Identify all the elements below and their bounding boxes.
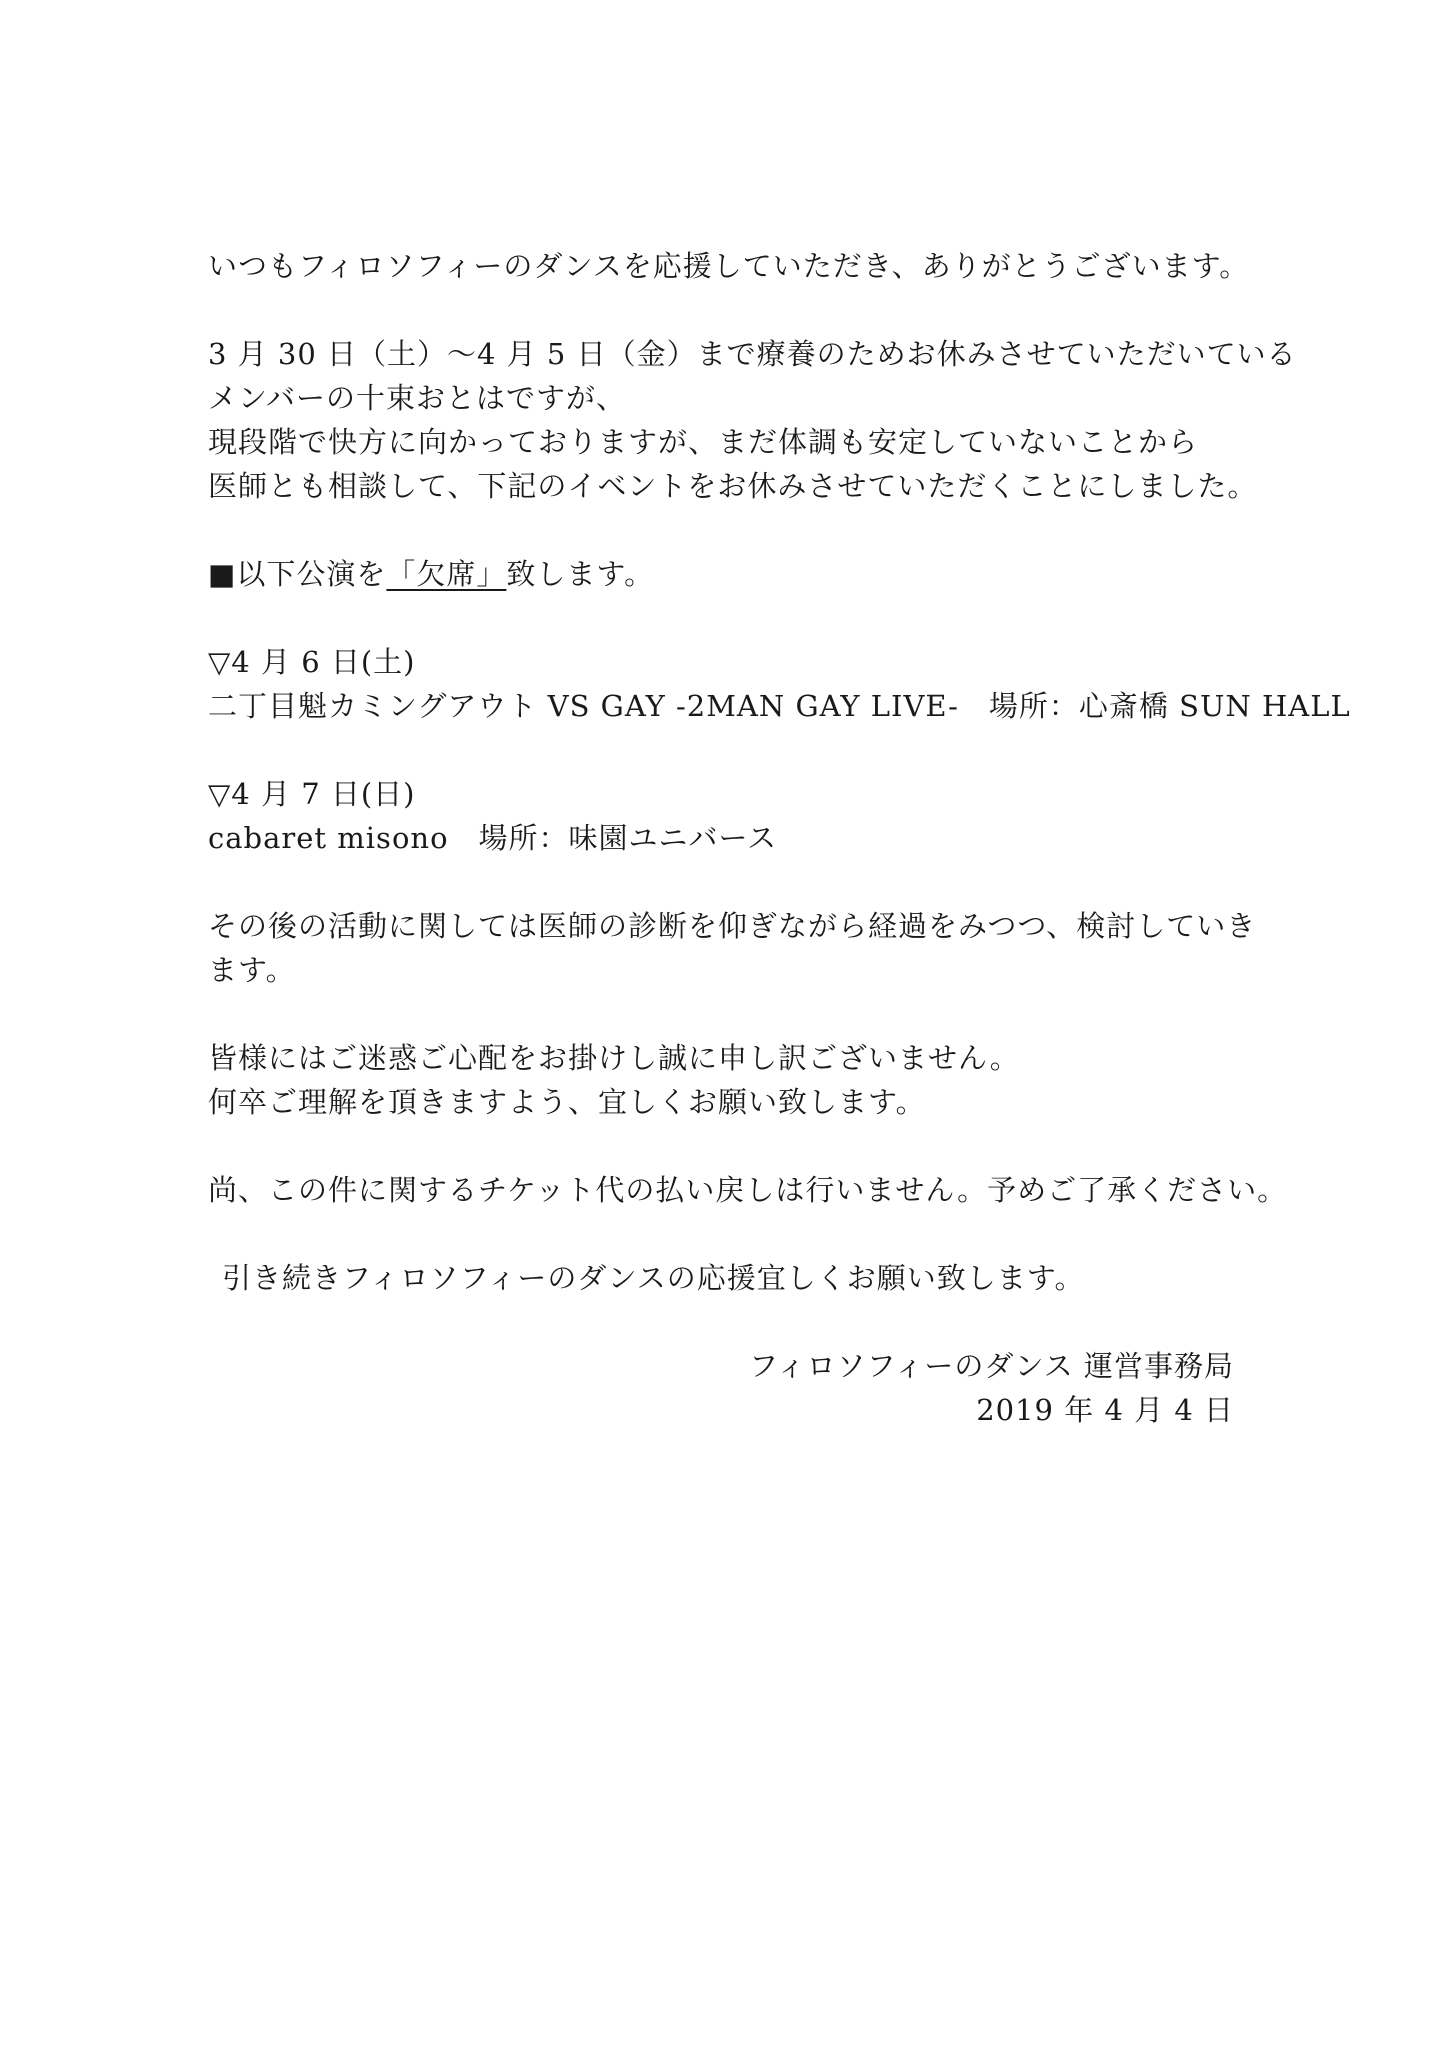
paragraph-line: メンバーの十束おとはですが、 [208, 381, 626, 415]
paragraph-line: その後の活動に関しては医師の診断を仰ぎながら経過をみつつ、検討していき [208, 909, 1257, 943]
event-detail: cabaret misono 場所：味園ユニバース [208, 821, 778, 855]
greeting-text: いつもフィロソフィーのダンスを応援していただき、ありがとうございます。 [208, 249, 1250, 283]
issue-date: 2019 年 4 月 4 日 [976, 1393, 1234, 1427]
event-date: ▽4 月 7 日(日) [208, 777, 416, 811]
paragraph-line: 現段階で快方に向かっておりますが、まだ体調も安定していないことから [208, 425, 1199, 459]
paragraph-line: 3 月 30 日（土）〜4 月 5 日（金）まで療養のためお休みさせていただいている [208, 337, 1297, 371]
paragraph-line: 何卒ご理解を頂きますよう、宜しくお願い致します。 [208, 1085, 926, 1119]
refund-notice: 尚、この件に関するチケット代の払い戻しは行いません。予めご了承ください。 [208, 1173, 1288, 1207]
closing-text: 引き続きフィロソフィーのダンスの応援宜しくお願い致します。 [222, 1261, 1085, 1295]
absence-suffix: 致します。 [506, 557, 655, 591]
paragraph-line: 皆様にはご迷惑ご心配をお掛けし誠に申し訳ございません。 [208, 1041, 1020, 1075]
absence-highlight: 「欠席」 [386, 557, 507, 591]
absence-statement [208, 556, 654, 592]
paragraph-line: ます。 [208, 953, 296, 987]
paragraph-line: 医師とも相談して、下記のイベントをお休みさせていただくことにしました。 [208, 469, 1258, 503]
event-detail: 二丁目魁カミングアウト VS GAY -2MAN GAY LIVE- 場所：心斎橋 SUN HALL [208, 689, 1351, 723]
event-date: ▽4 月 6 日(土) [208, 645, 416, 679]
signature: フィロソフィーのダンス 運営事務局 [749, 1349, 1234, 1383]
absence-prefix: ■以下公演を [208, 557, 387, 591]
